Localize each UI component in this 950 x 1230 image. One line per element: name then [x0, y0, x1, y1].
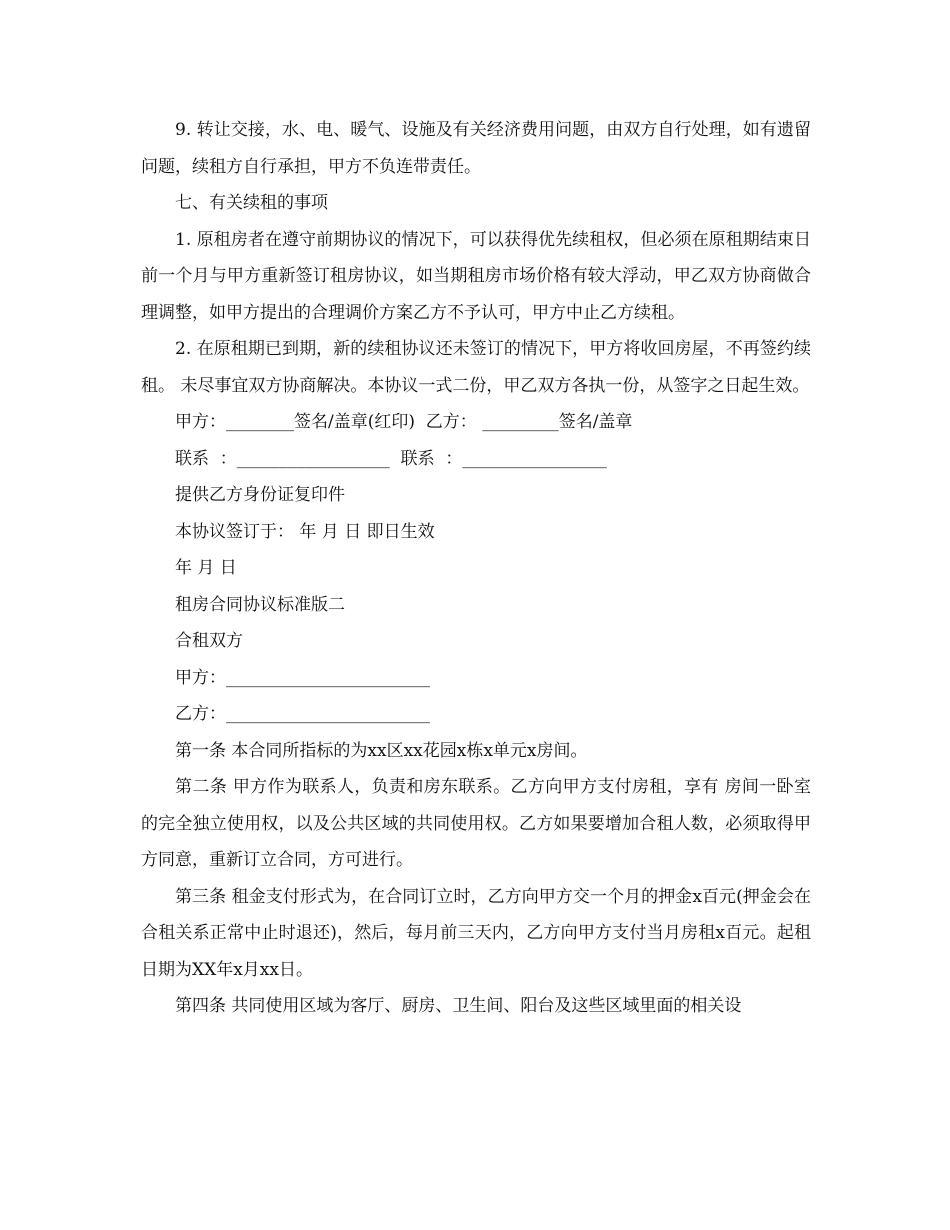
party-b-line: 乙方：________________________ [175, 704, 430, 724]
article-1: 第一条 本合同所指标的为xx区xx花园x栋x单元x房间。 [175, 740, 588, 761]
signing-date-line: 本协议签订于： 年 月 日 即日生效 [175, 521, 435, 542]
renewal-clause-1: 1. 原租房者在遵守前期协议的情况下，可以获得优先续租权，但必须在原租期结束日前一个月与甲方重新签订租房协议，如当期租房市场价格有较大浮动，甲乙双方协商做合理调整，如甲方提出的合理调价方案乙方不予认可，甲方中止乙方续租。 [141, 229, 811, 323]
article-4: 第四条 共同使用区域为客厅、厨房、卫生间、阳台及这些区域里面的相关设 [175, 996, 742, 1016]
id-copy-note: 提供乙方身份证复印件 [175, 485, 345, 505]
contact-line: 联系 ：__________________ 联系 ：_________________ [175, 448, 607, 469]
clause-9-handover: 9. 转让交接，水、电、暖气、设施及有关经济费用问题，由双方自行处理，如有遗留问题，续租方自行承担，甲方不负连带责任。 [141, 120, 811, 177]
party-a-line: 甲方：________________________ [175, 667, 430, 688]
section-7-heading: 七、有关续租的事项 [175, 193, 328, 213]
date-line: 年 月 日 [175, 558, 237, 578]
contract-2-title: 租房合同协议标准版二 [175, 594, 345, 615]
renewal-clause-2: 2. 在原租期已到期，新的续租协议还未签订的情况下，甲方将收回房屋，不再签约续租。 未尽事宜双方协商解决。本协议一式二份，甲乙双方各执一份，从签字之日起生效。 [141, 339, 811, 396]
article-2: 第二条 甲方作为联系人，负责和房东联系。乙方向甲方支付房租，享有 房间一卧室的完全独立使用权，以及公共区域的共同使用权。乙方如果要增加合租人数，必须取得甲方同意，重新订立合同，方可进行。 [141, 777, 811, 870]
signature-line: 甲方：________签名/盖章(红印) 乙方： _________签名/盖章 [175, 412, 633, 432]
document-body [141, 112, 811, 1025]
parties-heading: 合租双方 [175, 631, 243, 651]
article-3: 第三条 租金支付形式为，在合同订立时，乙方向甲方交一个月的押金x百元(押金会在合租关系正常中止时退还)，然后，每月前三天内，乙方向甲方支付当月房租x百元。起租日期为XX年x月xx日。 [141, 886, 811, 980]
